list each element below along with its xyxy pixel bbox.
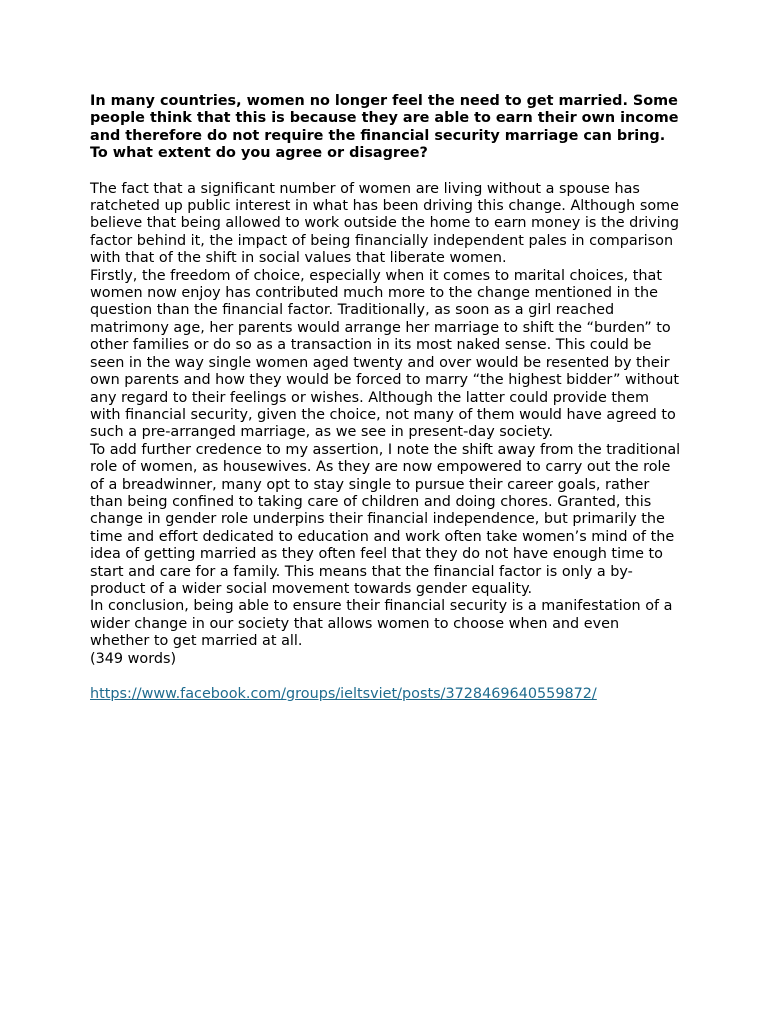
essay-prompt: In many countries, women no longer feel the need to get married. Some people think that this is because they are able to earn their own income and therefore do not require the financial security marriage can bring. To what extent do you agree or disagree? xyxy=(90,93,679,162)
document-page xyxy=(90,93,682,703)
essay-paragraph-body-2: To add further credence to my assertion, I note the shift away from the traditional role of women, as housewives. As they are now empowered to carry out the role of a breadwinner, many opt to stay single to pursue their career goals, rather than being confined to taking care of children and doing chores. Granted, this change in gender role underpins their financial independence, but primarily the time and effort dedicated to education and work often take women’s mind of the idea of getting married as they often feel that they do not have enough time to start and care for a family. This means that the financial factor is only a by-product of a wider social movement towards gender equality. xyxy=(90,441,681,597)
essay-paragraph-intro: The fact that a significant number of women are living without a spouse has ratcheted up public interest in what has been driving this change. Although some believe that being allowed to work outside the home to earn money is the driving factor behind it, the impact of being financially independent pales in comparison with that of the shift in social values that liberate women. xyxy=(90,180,679,267)
source-link[interactable]: https://www.facebook.com/groups/ieltsviet/posts/3728469640559872/ xyxy=(90,686,597,702)
essay-paragraph-body-1: Firstly, the freedom of choice, especially when it comes to marital choices, that women now enjoy has contributed much more to the change mentioned in the question than the financial factor. Traditionally, as soon as a girl reached matrimony age, her parents would arrange her marriage to shift the “burden” to other families or do so as a transaction in its most naked sense. This could be seen in the way single women aged twenty and over would be resented by their own parents and how they would be forced to marry “the highest bidder” without any regard to their feelings or wishes. Although the latter could provide them with financial security, given the choice, not many of them would have agreed to such a pre-arranged marriage, as we see in present-day society. xyxy=(90,267,680,441)
word-count: (349 words) xyxy=(90,650,177,667)
source-link-container xyxy=(90,686,682,703)
essay-paragraph-conclusion: In conclusion, being able to ensure their financial security is a manifestation of a wider change in our society that allows women to choose when and even whether to get married at all. xyxy=(90,598,673,650)
